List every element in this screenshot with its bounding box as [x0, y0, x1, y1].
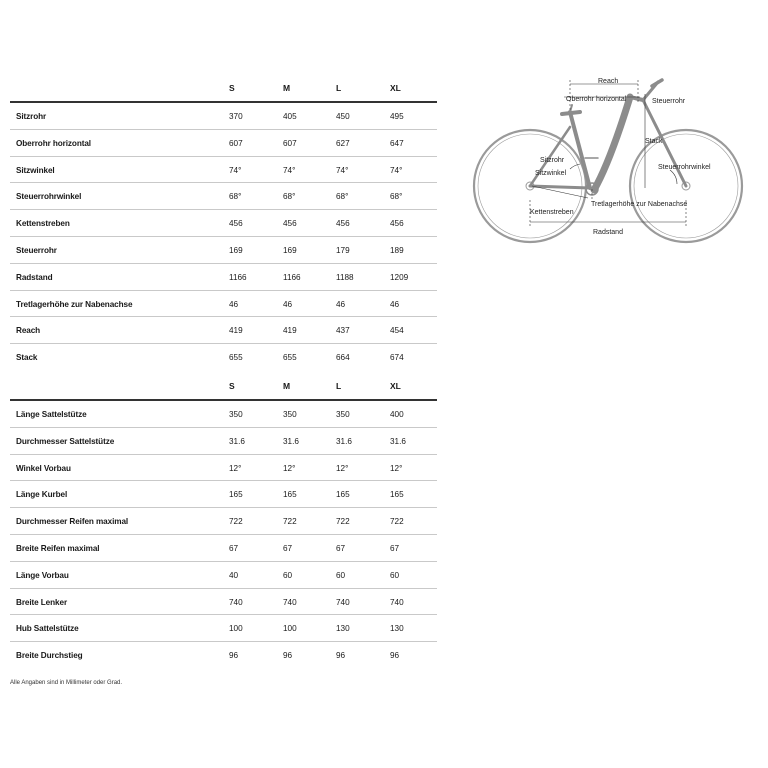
cell-m: 31.6 [283, 436, 299, 446]
row-label: Breite Lenker [16, 597, 68, 607]
cell-xl: 165 [390, 490, 404, 500]
cell-l: 96 [336, 651, 346, 661]
cell-xl: 400 [390, 410, 404, 419]
cell-xl: 46 [390, 299, 400, 309]
cell-s: 456 [229, 219, 243, 229]
label-radstand: Radstand [593, 229, 623, 236]
cell-s: 12° [229, 463, 242, 473]
cell-s: 165 [229, 490, 243, 500]
cell-l: 456 [336, 219, 350, 229]
cell-l: 68° [336, 192, 349, 202]
cell-s: 40 [229, 570, 239, 580]
table-row [10, 264, 437, 291]
row-label: Winkel Vorbau [16, 463, 71, 473]
cell-xl: 189 [390, 245, 404, 255]
cell-xl: 674 [390, 353, 404, 363]
label-kettenstreben: Kettenstreben [530, 209, 574, 216]
cell-xl: 74° [390, 165, 403, 175]
size-header-s: S [229, 83, 235, 93]
row-label: Steuerrohrwinkel [16, 192, 82, 202]
label-stack: Stack [645, 138, 663, 145]
cell-l: 664 [336, 353, 350, 363]
cell-m: 1166 [283, 272, 301, 282]
cell-m: 419 [283, 326, 297, 336]
cell-s: 67 [229, 543, 239, 553]
cell-l: 627 [336, 138, 350, 148]
cell-s: 74° [229, 165, 242, 175]
cell-m: 74° [283, 165, 296, 175]
cell-xl: 740 [390, 597, 404, 607]
cell-l: 31.6 [336, 436, 352, 446]
cell-s: 350 [229, 410, 243, 419]
cell-m: 46 [283, 299, 293, 309]
cell-xl: 67 [390, 543, 400, 553]
cell-s: 96 [229, 651, 239, 661]
table-row [10, 642, 437, 668]
table-row [10, 615, 437, 642]
row-label: Radstand [16, 272, 53, 282]
row-label: Länge Sattelstütze [16, 410, 87, 419]
cell-s: 31.6 [229, 436, 245, 446]
cell-xl: 1209 [390, 272, 409, 282]
cell-m: 456 [283, 219, 297, 229]
table-row [10, 317, 437, 344]
table-row [10, 535, 437, 562]
cell-s: 169 [229, 245, 243, 255]
cell-l: 46 [336, 299, 346, 309]
cell-m: 655 [283, 353, 297, 363]
cell-xl: 60 [390, 570, 400, 580]
cell-s: 46 [229, 299, 239, 309]
cell-s: 68° [229, 192, 242, 202]
size-header-m: M [283, 381, 291, 391]
cell-xl: 647 [390, 138, 404, 148]
row-label: Hub Sattelstütze [16, 624, 79, 634]
label-oberrohr-horizontal: Oberrohr horizontal [566, 96, 627, 103]
cell-s: 370 [229, 112, 243, 121]
label-sitzrohr: Sitzrohr [540, 157, 565, 164]
row-label: Breite Durchstieg [16, 651, 83, 661]
row-label: Oberrohr horizontal [16, 138, 91, 148]
cell-l: 450 [336, 112, 350, 121]
size-header-l: L [336, 83, 342, 93]
cell-l: 165 [336, 490, 350, 500]
cell-xl: 68° [390, 192, 403, 202]
cell-xl: 495 [390, 112, 404, 121]
label-sitzwinkel: Sitzwinkel [535, 170, 567, 177]
size-header-s: S [229, 381, 235, 391]
components-table [10, 373, 437, 668]
row-label: Stack [16, 353, 38, 363]
table-row [10, 589, 437, 616]
row-label: Reach [16, 326, 41, 336]
label-steuerrohr: Steuerrohr [652, 98, 686, 105]
cell-m: 96 [283, 651, 293, 661]
table-row [10, 237, 437, 264]
cell-s: 1166 [229, 272, 247, 282]
row-label: Sitzrohr [16, 112, 47, 121]
cell-xl: 96 [390, 651, 400, 661]
bike-geometry-diagram [470, 72, 750, 247]
row-label: Tretlagerhöhe zur Nabenachse [16, 299, 133, 309]
cell-l: 437 [336, 326, 350, 336]
size-header-l: L [336, 381, 342, 391]
table-row [10, 508, 437, 535]
cell-s: 722 [229, 517, 243, 527]
row-label: Steuerrohr [16, 245, 57, 255]
cell-m: 607 [283, 138, 297, 148]
cell-xl: 722 [390, 517, 404, 527]
cell-m: 100 [283, 624, 297, 634]
cell-s: 100 [229, 624, 243, 634]
cell-s: 740 [229, 597, 243, 607]
cell-m: 405 [283, 112, 297, 121]
cell-s: 419 [229, 326, 243, 336]
size-header-xl: XL [390, 381, 401, 391]
table-row [10, 344, 437, 370]
cell-l: 740 [336, 597, 350, 607]
row-label: Länge Kurbel [16, 490, 68, 500]
cell-m: 350 [283, 410, 297, 419]
label-reach: Reach [598, 78, 619, 85]
cell-l: 722 [336, 517, 350, 527]
table-row [10, 455, 437, 482]
cell-xl: 12° [390, 463, 403, 473]
table-row [10, 157, 437, 184]
row-label: Durchmesser Sattelstütze [16, 436, 115, 446]
table-header [10, 75, 437, 103]
cell-xl: 456 [390, 219, 404, 229]
table-row [10, 103, 437, 130]
size-header-m: M [283, 83, 291, 93]
cell-m: 740 [283, 597, 297, 607]
cell-xl: 130 [390, 624, 404, 634]
cell-l: 179 [336, 245, 350, 255]
table-header [10, 373, 437, 401]
table-row [10, 130, 437, 157]
table-row [10, 291, 437, 318]
row-label: Kettenstreben [16, 219, 70, 229]
cell-m: 60 [283, 570, 293, 580]
cell-xl: 454 [390, 326, 404, 336]
row-label: Sitzwinkel [16, 165, 55, 175]
cell-m: 12° [283, 463, 296, 473]
label-tretlagerhoehe: Tretlagerhöhe zur Nabenachse [591, 201, 688, 208]
table-row [10, 401, 437, 428]
cell-m: 169 [283, 245, 297, 255]
row-label: Breite Reifen maximal [16, 543, 100, 553]
table-row [10, 428, 437, 455]
cell-l: 74° [336, 165, 349, 175]
cell-s: 655 [229, 353, 243, 363]
cell-m: 722 [283, 517, 297, 527]
row-label: Durchmesser Reifen maximal [16, 517, 129, 527]
cell-m: 165 [283, 490, 297, 500]
label-steuerrohrwinkel: Steuerrohrwinkel [658, 164, 711, 171]
size-header-xl: XL [390, 83, 401, 93]
table-row [10, 562, 437, 589]
cell-m: 68° [283, 192, 296, 202]
table-row [10, 481, 437, 508]
table-row [10, 210, 437, 237]
cell-l: 350 [336, 410, 350, 419]
geometry-table [10, 75, 437, 370]
row-label: Länge Vorbau [16, 570, 69, 580]
cell-xl: 31.6 [390, 436, 406, 446]
cell-l: 1188 [336, 272, 354, 282]
cell-s: 607 [229, 138, 243, 148]
footnote: Alle Angaben sind in Millimeter oder Grad. [10, 680, 123, 686]
cell-l: 12° [336, 463, 349, 473]
cell-l: 67 [336, 543, 346, 553]
table-row [10, 183, 437, 210]
cell-m: 67 [283, 543, 293, 553]
cell-l: 60 [336, 570, 346, 580]
cell-l: 130 [336, 624, 350, 634]
